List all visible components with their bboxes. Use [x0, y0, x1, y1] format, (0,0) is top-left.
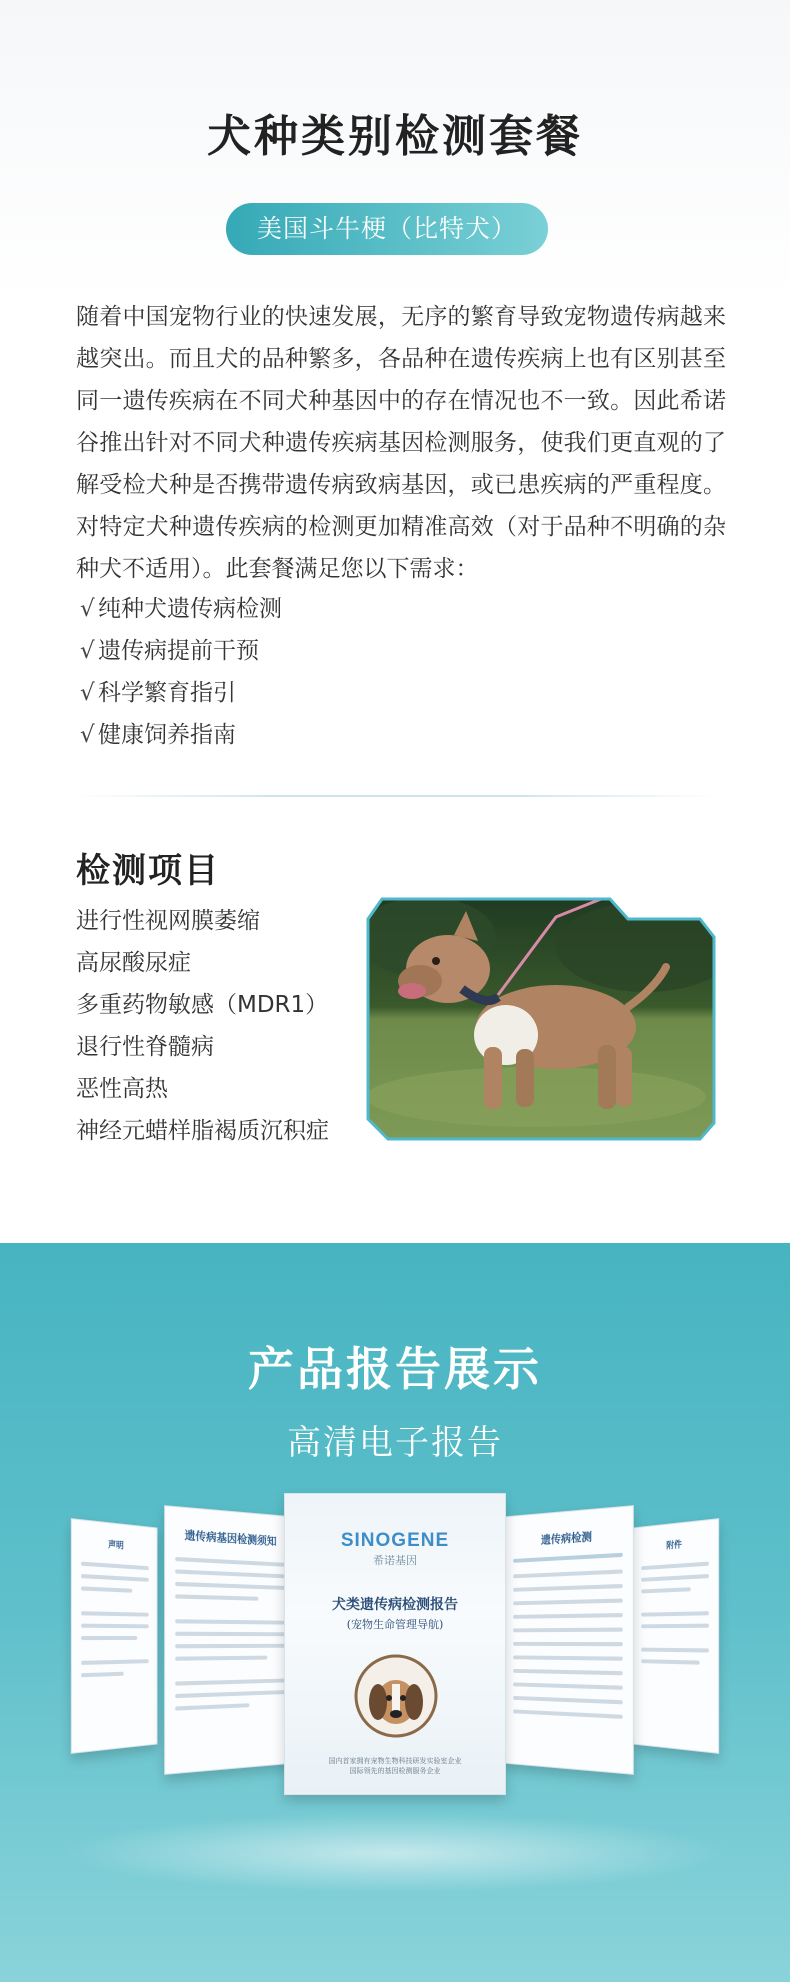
- report-page-statement: [71, 1518, 158, 1754]
- brand-name-cn: 希诺基因: [373, 1554, 417, 1567]
- list-item: [80, 714, 680, 756]
- list-item: [80, 588, 680, 630]
- report-subtitle: (宠物生命管理导航): [346, 1618, 444, 1631]
- check-icon: √: [80, 722, 95, 748]
- footer-line: 国内首家拥有宠物生物科技研发实验室企业: [328, 1757, 462, 1765]
- page-heading: 声明: [108, 1540, 124, 1552]
- breed-badge: 美国斗牛梗（比特犬）: [226, 203, 548, 255]
- report-cover: [284, 1493, 506, 1795]
- need-label: 健康饲养指南: [98, 722, 236, 748]
- list-item: 进行性视网膜萎缩: [76, 908, 260, 934]
- dog-badge-icon: [352, 1652, 440, 1740]
- showcase-title: 产品报告展示: [248, 1342, 542, 1396]
- page-heading: 遗传病检测: [540, 1530, 592, 1547]
- page-heading: 遗传病基因检测须知: [184, 1528, 277, 1548]
- check-icon: √: [80, 596, 95, 622]
- intro-paragraph: 随着中国宠物行业的快速发展，无序的繁育导致宠物遗传病越来越突出。而且犬的品种繁多，各品种在遗传疾病上也有区别甚至同一遗传疾病在不同犬种基因中的存在情况也不一致。因此希诺谷推出针对不同犬种遗传疾病基因检测服务，使我们更直观的了解受检犬种是否携带遗传病致病基因，或已患疾病的严重程度。对特定犬种遗传疾病的检测更加精准高效（对于品种不明确的杂种犬不适用）。此套餐满足您以下需求：: [76, 304, 726, 582]
- report-page-results: [504, 1505, 634, 1775]
- showcase-subtitle: 高清电子报告: [287, 1423, 503, 1463]
- check-icon: √: [80, 638, 95, 664]
- list-item: 恶性高热: [76, 1076, 168, 1102]
- section-divider: [76, 795, 716, 797]
- report-page-appendix: [632, 1518, 719, 1754]
- report-preview: [0, 1523, 790, 1963]
- page-heading: 附件: [666, 1540, 682, 1552]
- glow-decoration: [60, 1813, 730, 1893]
- need-label: 遗传病提前干预: [98, 638, 259, 664]
- list-item: [80, 630, 680, 672]
- need-label: 科学繁育指引: [98, 680, 236, 706]
- report-showcase-section: [0, 1243, 790, 1982]
- list-item: 多重药物敏感（MDR1）: [76, 992, 329, 1018]
- list-item: [80, 672, 680, 714]
- list-item: 退行性脊髓病: [76, 1034, 214, 1060]
- page-title: 犬种类别检测套餐: [207, 111, 583, 162]
- dog-photo: [366, 897, 716, 1141]
- report-page-notice: [164, 1505, 294, 1775]
- check-icon: √: [80, 680, 95, 706]
- need-label: 纯种犬遗传病检测: [98, 596, 282, 622]
- brand-logo: SINOGENE: [340, 1530, 450, 1551]
- tests-list: [76, 900, 329, 1152]
- report-footer: [285, 1756, 505, 1776]
- report-title: 犬类遗传病检测报告: [332, 1597, 458, 1613]
- list-item: 高尿酸尿症: [76, 950, 191, 976]
- needs-list: [80, 588, 680, 756]
- tests-title: 检测项目: [76, 851, 220, 891]
- list-item: 神经元蜡样脂褐质沉积症: [76, 1118, 329, 1144]
- footer-line: 国际领先的基因检测服务企业: [349, 1767, 441, 1775]
